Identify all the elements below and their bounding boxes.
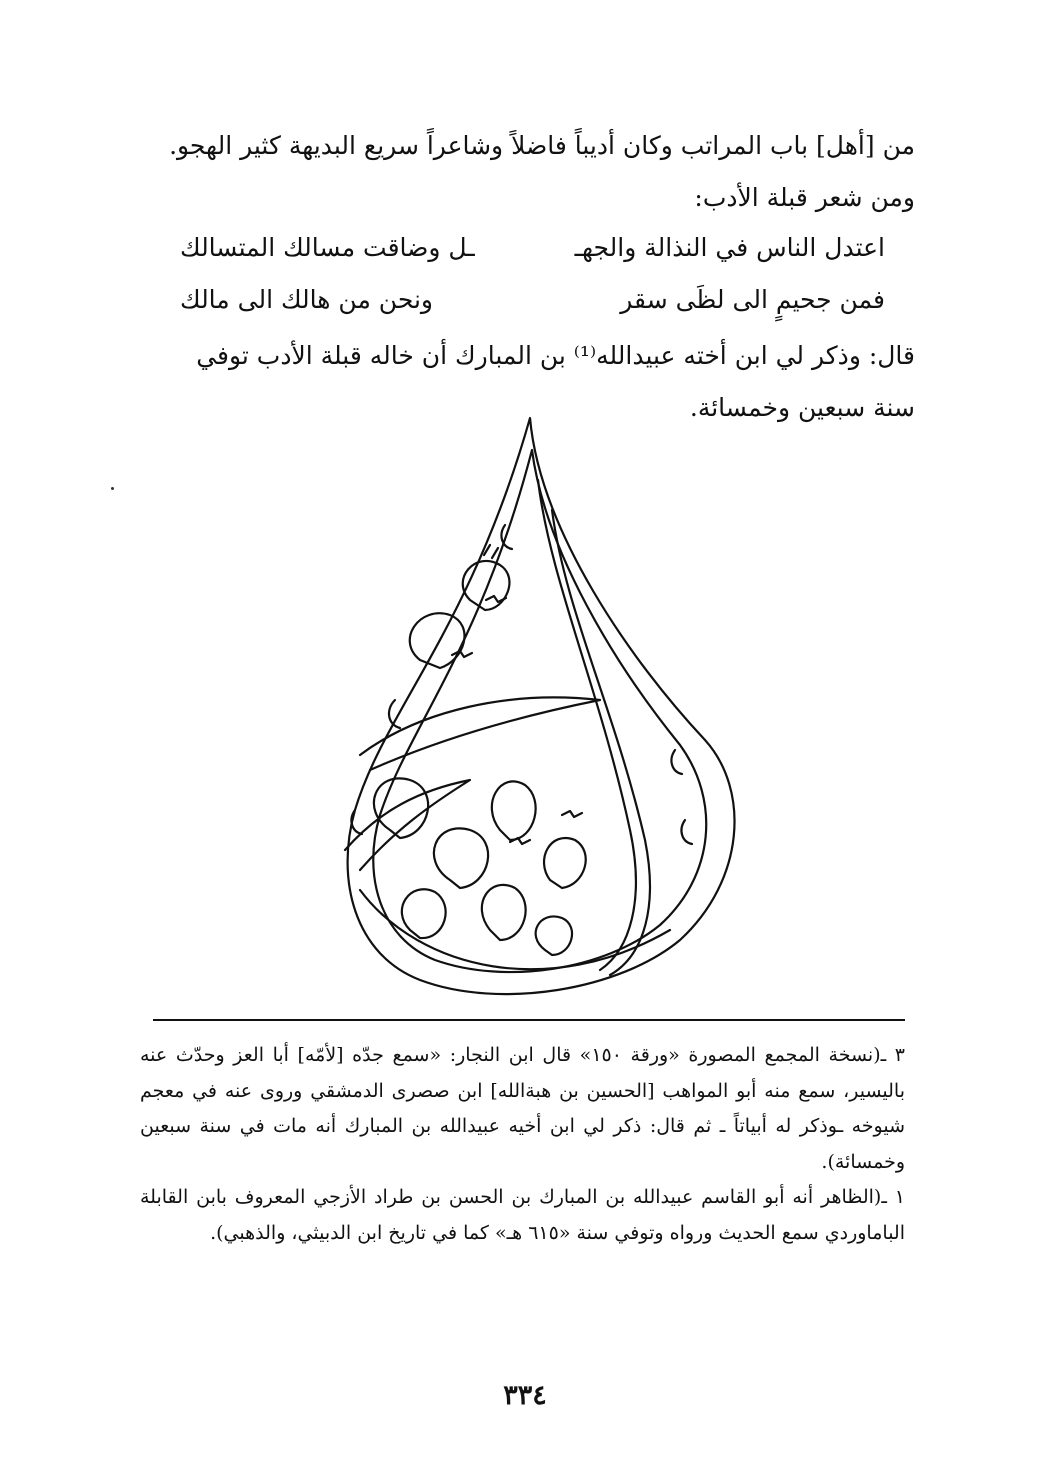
text-line: ومن شعر قبلة الأدب: (694, 183, 915, 212)
poem-verse-1 (180, 222, 885, 274)
footnote-3: ٣ ـ(نسخة المجمع المصورة «ورقة ١٥٠» قال ابن النجار: «سمع جدّه [لأمّه] أبا العز وحدّث عنه باليسير، سمع منه أبو المواهب [الحسين بن هبةالله] ابن صصرى الدمشقي وروى عنه في معجم شيوخه ـوذكر له أبياتاً ـ ثم قال: ذكر لي ابن أخيه عبيدالله بن المبارك أنه مات في سنة سبعين وخمسائة). (140, 1044, 906, 1173)
verse-hemistich-second: ونحن من هالك الى مالك (180, 285, 433, 314)
poem-verse-2 (180, 274, 885, 326)
verse-hemistich-first: فمن جحيمٍ الى لظَى سقر (620, 285, 885, 314)
verse-hemistich-second: ـل وضاقت مسالك المتسالك (180, 233, 475, 262)
calligraphy-teardrop-icon (300, 410, 780, 1010)
footnote-1: ١ ـ(الظاهر أنه أبو القاسم عبيدالله بن المبارك بن الحسن بن طراد الأزجي المعروف بابن القابلة الباماوردي سمع الحديث ورواه وتوفي سنة «٦١٥ هـ» كما في تاريخ ابن الدبيثي، والذهبي). (140, 1186, 905, 1244)
main-text-block (140, 120, 915, 224)
footnote-divider (153, 1019, 905, 1021)
footnotes (140, 1038, 905, 1251)
verse-hemistich-first: اعتدل الناس في النذالة والجهـ (574, 233, 885, 262)
text-line: من [أهل] باب المراتب وكان أديباً فاضلاً وشاعراً سريع البديهة كثير الهجو. (169, 131, 915, 160)
stray-dot (111, 487, 114, 490)
text-line: قال: وذكر لي ابن أخته عبيدالله⁽¹⁾ بن المبارك أن خاله قبلة الأدب توفي (196, 341, 915, 370)
text-line: سنة سبعين وخمسائة. (689, 393, 915, 422)
page-number: ٣٣٤ (503, 1380, 547, 1411)
